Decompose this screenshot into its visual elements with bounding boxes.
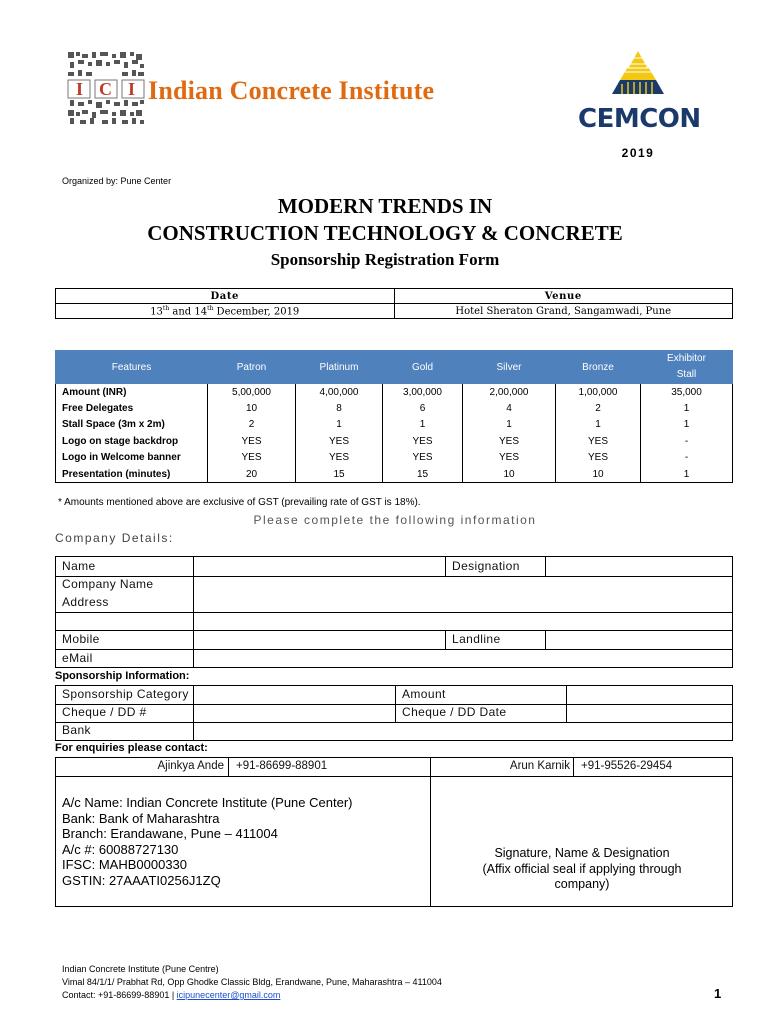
address-input[interactable] [196, 595, 730, 629]
bank-account-number: A/c #: 60088727130 [62, 841, 179, 857]
col-header: Platinum [296, 351, 383, 384]
feature-cell: YES [383, 433, 463, 450]
feature-row [56, 450, 733, 467]
feature-cell: 4 [463, 400, 556, 417]
feature-cell: YES [208, 433, 296, 450]
sponsorship-heading: Sponsorship Information: [55, 670, 190, 682]
feature-cell: 2,00,000 [463, 384, 556, 401]
feature-cell: 15 [296, 466, 383, 483]
feature-cell: 4,00,000 [296, 384, 383, 401]
feature-cell: YES [296, 433, 383, 450]
footer-contact: Contact: +91-86699-88901 | icipunecenter@gmail.com [62, 990, 281, 1000]
signature-note-1: (Affix official seal if applying through [482, 861, 682, 876]
venue-label: Venue [394, 289, 733, 304]
feature-cell: 1 [556, 417, 641, 434]
address-label: Address [62, 595, 109, 609]
footer [62, 963, 442, 1002]
landline-label: Landline [452, 632, 501, 646]
ici-title: Indian Concrete Institute [148, 76, 435, 105]
amount-label: Amount [402, 687, 446, 701]
bank-ifsc: IFSC: MAHB0000330 [62, 857, 188, 872]
feature-cell: YES [463, 450, 556, 467]
venue-value: Hotel Sheraton Grand, Sangamwadi, Pune [394, 304, 733, 319]
cheque-date-input[interactable] [568, 705, 730, 721]
footer-org: Indian Concrete Institute (Pune Centre) [62, 964, 219, 974]
feature-cell: 1 [641, 466, 733, 483]
footer-address: Vimal 84/1/1/ Prabhat Rd, Opp Ghodke Classic Bldg, Erandwane, Pune, Maharashtra – 411004 [62, 977, 442, 987]
sponsorship-category-label: Sponsorship Category [62, 687, 189, 701]
feature-cell: 1,00,000 [556, 384, 641, 401]
feature-cell: 6 [383, 400, 463, 417]
company-details-grid [55, 556, 733, 668]
page-number: 1 [714, 986, 722, 1001]
landline-input[interactable] [548, 631, 730, 648]
signature-label: Signature, Name & Designation [494, 846, 670, 860]
cheque-label: Cheque / DD # [62, 705, 147, 719]
name-input[interactable] [196, 558, 444, 575]
feature-label: Presentation (minutes) [56, 466, 208, 483]
feature-cell: YES [383, 450, 463, 467]
feature-label: Amount (INR) [56, 384, 208, 401]
enquiries-heading: For enquiries please contact: [55, 742, 208, 754]
ici-logo [66, 50, 152, 126]
feature-cell: 15 [383, 466, 463, 483]
contact-person-2: Arun Karnik [509, 760, 570, 772]
feature-cell: - [641, 433, 733, 450]
bank-name: Bank: Bank of Maharashtra [62, 810, 220, 826]
feature-cell: 35,000 [641, 384, 733, 401]
feature-cell: 2 [556, 400, 641, 417]
sponsorship-category-input[interactable] [196, 687, 394, 703]
company-details-heading: Company Details: [55, 531, 174, 545]
date-venue-table [55, 288, 733, 319]
mobile-label: Mobile [62, 632, 100, 646]
feature-cell: 2 [208, 417, 296, 434]
amount-input[interactable] [568, 687, 730, 703]
company-name-label: Company Name [62, 577, 154, 591]
feature-cell: 10 [463, 466, 556, 483]
designation-label: Designation [452, 559, 520, 573]
mobile-input[interactable] [196, 631, 444, 648]
feature-cell: YES [556, 450, 641, 467]
feature-cell: 1 [383, 417, 463, 434]
organized-by: Organized by: Pune Center [62, 176, 172, 186]
feature-row [56, 433, 733, 450]
designation-input[interactable] [548, 558, 730, 575]
signature-note-2: company) [554, 877, 610, 891]
feature-row [56, 384, 733, 401]
feature-label: Free Delegates [56, 400, 208, 417]
contact-phone-2[interactable]: +91-95526-29454 [581, 760, 673, 772]
feature-cell: 5,00,000 [208, 384, 296, 401]
feature-cell: YES [463, 433, 556, 450]
bank-label: Bank [62, 723, 91, 737]
feature-row [56, 417, 733, 434]
feature-cell: - [641, 450, 733, 467]
feature-cell: YES [556, 433, 641, 450]
contact-phone-1[interactable]: +91-86699-88901 [236, 760, 328, 772]
bank-account-name: A/c Name: Indian Concrete Institute (Pune Center) [62, 795, 353, 810]
gst-note: * Amounts mentioned above are exclusive of GST (prevailing rate of GST is 18%). [58, 497, 421, 508]
footer-email-link[interactable]: icipunecenter@gmail.com [176, 990, 281, 1000]
feature-cell: 20 [208, 466, 296, 483]
feature-cell: 1 [296, 417, 383, 434]
feature-cell: 8 [296, 400, 383, 417]
name-label: Name [62, 559, 96, 573]
col-header: Patron [208, 351, 296, 384]
cemcon-name: CEMCON [578, 104, 701, 134]
email-label: eMail [62, 651, 93, 665]
sponsorship-grid [55, 685, 733, 741]
contact-person-1: Ajinkya Ande [157, 760, 224, 772]
date-value: 13th and 14th December, 2019 [56, 304, 395, 319]
ici-logo-letters: ICI [76, 79, 152, 99]
company-name-input[interactable] [196, 577, 730, 594]
bank-details [62, 795, 352, 888]
feature-label: Stall Space (3m x 2m) [56, 417, 208, 434]
feature-cell: 1 [463, 417, 556, 434]
form-title: Sponsorship Registration Form [270, 250, 500, 269]
features-header-row [56, 351, 733, 384]
email-input[interactable] [196, 650, 730, 667]
cheque-input[interactable] [196, 705, 394, 721]
feature-cell: 10 [208, 400, 296, 417]
title-line-2: CONSTRUCTION TECHNOLOGY & CONCRETE [147, 221, 623, 245]
feature-cell: YES [208, 450, 296, 467]
col-header: Bronze [556, 351, 641, 384]
feature-row [56, 400, 733, 417]
feature-row [56, 466, 733, 483]
feature-cell: 1 [641, 400, 733, 417]
col-header: Gold [383, 351, 463, 384]
feature-label: Logo on stage backdrop [56, 433, 208, 450]
bank-input[interactable] [196, 723, 730, 739]
feature-label: Logo in Welcome banner [56, 450, 208, 467]
date-label: Date [56, 289, 395, 304]
col-header: Silver [463, 351, 556, 384]
feature-cell: 10 [556, 466, 641, 483]
features-table [55, 350, 733, 483]
signature-area[interactable] [432, 846, 732, 893]
col-header: Exhibitor Stall [641, 351, 733, 384]
feature-cell: 3,00,000 [383, 384, 463, 401]
title-line-1: MODERN TRENDS IN [277, 194, 493, 218]
cemcon-year: 2019 [621, 146, 655, 160]
bank-gstin: GSTIN: 27AAATI0256J1ZQ [62, 872, 221, 888]
col-header: Features [56, 351, 208, 384]
instruction-text: Please complete the following information [253, 513, 537, 527]
cheque-date-label: Cheque / DD Date [402, 705, 507, 719]
bank-branch: Branch: Erandawane, Pune – 411004 [62, 826, 278, 841]
feature-cell: 1 [641, 417, 733, 434]
feature-cell: YES [296, 450, 383, 467]
